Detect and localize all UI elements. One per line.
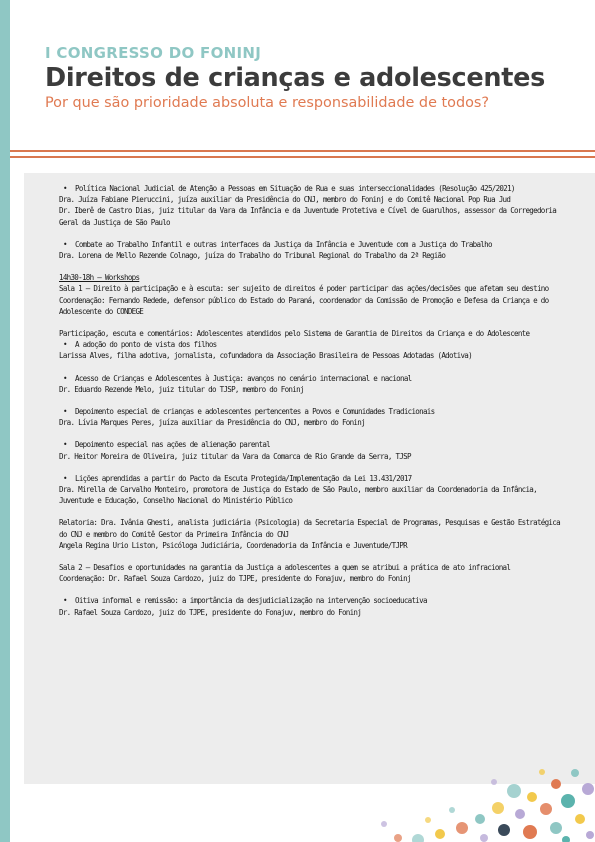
bullet-item-title: • Combate ao Trabalho Infantil e outras interfaces da Justiça da Infância e Juventude com a Justiça do Trabalho — [59, 239, 564, 250]
workshops-heading: 14h30-18h – Workshops — [59, 273, 140, 283]
speaker-text: Dr. Rafael Souza Cardozo, juiz do TJPE, presidente do Fonajuv, membro do Foninj — [59, 607, 362, 617]
bullet-item-title: • Depoimento especial de crianças e adolescentes pertencentes a Povos e Comunidades Tradicionais — [59, 406, 564, 417]
session-header — [59, 283, 564, 317]
speaker-text: Dra. Juíza Fabiane Pieruccini, juíza auxiliar da Presidência do CNJ, membro do Foninj e do Comitê Nacional Pop Rua Jud — [59, 195, 511, 205]
session-header — [59, 562, 564, 584]
bullet-item-title: • A adoção do ponto de vista dos filhos — [59, 339, 564, 350]
page-title: Direitos de crianças e adolescentes — [45, 63, 545, 93]
session-coordination: Coordenação: Fernando Redede, defensor público do Estado do Paraná, coordenador da Comissão de Promoção e Defesa da Criança e do Adolescente do CONDEGE — [59, 295, 549, 316]
page-header — [45, 44, 585, 111]
program-content — [59, 183, 564, 629]
speaker-text: Dra. Lorena de Mello Rezende Colnago, juíza do Trabalho do Tribunal Regional do Trabalho da 2ª Região — [59, 251, 446, 261]
page-subtitle: Por que são prioridade absoluta e responsabilidade de todos? — [45, 95, 490, 111]
program-item — [59, 406, 564, 428]
program-item — [59, 473, 564, 507]
rapporteur-text: Relatoria: Dra. Ivânia Ghesti, analista judiciária (Psicologia) da Secretaria Especial de Programas, Pesquisas e Gestão Estratégica do CNJ e membro do Comitê Gestor da Primeira Infância do CNJ — [59, 518, 560, 539]
rapporteurs-block — [59, 517, 564, 551]
rapporteur-text: Angela Regina Urio Liston, Psicóloga Judiciária, Coordenadoria da Infância e Juventude/TJPR — [59, 540, 407, 550]
program-item — [59, 373, 564, 395]
program-item — [59, 239, 564, 261]
speaker-text: Dr. Heitor Moreira de Oliveira, juiz titular da Vara da Comarca de Rio Grande da Serra, TJSP — [59, 451, 411, 461]
bullet-item-title: • Acesso de Crianças e Adolescentes à Justiça: avanços no cenário internacional e nacional — [59, 373, 564, 384]
speaker-text: Dr. Eduardo Rezende Melo, juiz titular do TJSP, membro do Foninj — [59, 384, 304, 394]
session-title: Sala 2 – Desafios e oportunidades na garantia da Justiça a adolescentes a quem se atribui a prática de ato infracional — [59, 563, 511, 573]
decorative-dots-graphic — [370, 764, 595, 842]
program-item — [59, 595, 564, 617]
speaker-text: Larissa Alves, filha adotiva, jornalista, cofundadora da Associação Brasileira de Pessoas Adotadas (Adotiva) — [59, 351, 472, 361]
program-item — [59, 339, 564, 361]
bullet-item-title: • Depoimento especial nas ações de alienação parental — [59, 439, 564, 450]
participation-text: Participação, escuta e comentários: Adolescentes atendidos pelo Sistema de Garantia de Direitos da Criança e do Adolescente — [59, 329, 530, 339]
bullet-item-title: • Lições aprendidas a partir do Pacto da Escuta Protegida/Implementação da Lei 13.431/2017 — [59, 473, 564, 484]
left-accent-bar — [0, 0, 10, 842]
session-title: Sala 1 – Direito à participação e à escuta: ser sujeito de direitos é poder participar das ações/decisões que afetam seu destino — [59, 284, 549, 294]
speaker-text: Dra. Lívia Marques Peres, juíza auxiliar da Presidência do CNJ, membro do Foninj — [59, 418, 365, 428]
bullet-item-title: • Política Nacional Judicial de Atenção a Pessoas em Situação de Rua e suas interseccionalidades (Resolução 425/2021) — [59, 183, 564, 194]
bullet-item-title: • Oitiva informal e remissão: a importância da desjudicialização na intervenção socioeducativa — [59, 595, 564, 606]
session-coordination: Coordenação: Dr. Rafael Souza Cardozo, juiz do TJPE, presidente do Fonajuv, membro do Foninj — [59, 574, 411, 584]
speaker-text: Dra. Mirella de Carvalho Monteiro, promotora de Justiça do Estado de São Paulo, membro auxiliar da Coordenadoria da Infância, Juventude e Educação, Conselho Nacional do Ministério Público — [59, 485, 537, 506]
header-divider-bottom — [10, 156, 595, 158]
header-divider-top — [10, 150, 595, 152]
program-item — [59, 439, 564, 461]
program-item — [59, 183, 564, 228]
congress-name: I CONGRESSO DO FONINJ — [45, 44, 262, 62]
speaker-text: Dr. Iberê de Castro Dias, juiz titular da Vara da Infância e da Juventude Protetiva e Cível de Guarulhos, assessor da Corregedoria Geral da Justiça de São Paulo — [59, 206, 557, 227]
